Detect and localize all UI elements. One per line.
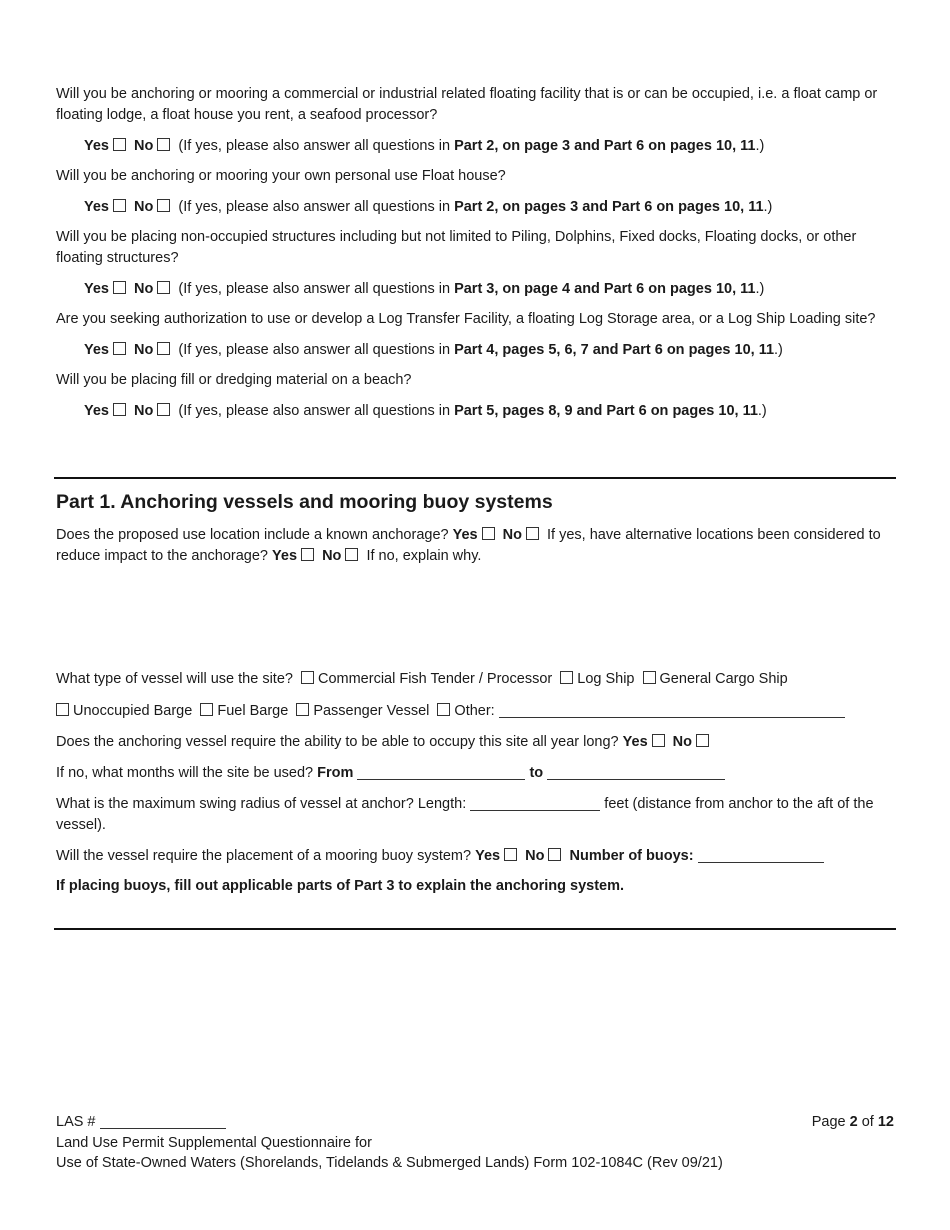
section-divider-bottom <box>54 928 896 930</box>
part1-title: Part 1. Anchoring vessels and mooring buoy systems <box>56 491 553 513</box>
buoy-no-checkbox[interactable] <box>548 848 561 861</box>
no-label: No <box>134 342 154 358</box>
swing-radius-question <box>56 794 894 836</box>
no-checkbox[interactable] <box>157 138 170 151</box>
swing-radius-unit-text: feet (distance from anchor to the aft of the vessel). <box>56 796 874 833</box>
yes-checkbox[interactable] <box>113 403 126 416</box>
anchorage-question-text: Does the proposed use location include a known anchorage? <box>56 527 449 543</box>
instruction-text: (If yes, please also answer all questions in <box>178 342 455 358</box>
no-checkbox[interactable] <box>157 403 170 416</box>
passenger-vessel-label: Passenger Vessel <box>313 703 430 719</box>
instruction-end: .) <box>757 403 767 419</box>
yes-checkbox[interactable] <box>113 199 126 212</box>
las-line <box>56 1112 894 1133</box>
other-checkbox[interactable] <box>437 703 450 716</box>
intro-answer-1 <box>56 136 894 157</box>
vessel-questions <box>56 669 894 897</box>
commercial-fish-label: Commercial Fish Tender / Processor <box>317 671 553 687</box>
no-label: No <box>672 734 693 750</box>
yes-label: Yes <box>84 281 109 297</box>
log-ship-checkbox[interactable] <box>560 671 573 684</box>
instruction-part-ref: Part 2, on page 3 and Part 6 on pages 10, 11 <box>454 138 756 154</box>
no-label: No <box>134 281 154 297</box>
intro-question-1: Will you be anchoring or mooring a commercial or industrial related floating facility that is or can be occupied, i.e. a float camp or floating lodge, a float house you rent, a seafood processor? <box>56 86 878 123</box>
vessel-type-question <box>56 669 894 690</box>
months-question-text: If no, what months will the site be used? <box>56 765 314 781</box>
year-round-question <box>56 732 894 753</box>
intro-question-4: Are you seeking authorization to use or develop a Log Transfer Facility, a floating Log Storage area, or a Log Ship Loading site? <box>56 311 876 327</box>
part1-section <box>56 489 894 567</box>
no-label: No <box>134 403 154 419</box>
of-word: of <box>861 1114 874 1130</box>
instruction-end: .) <box>774 342 783 358</box>
page-word: Page <box>811 1114 846 1130</box>
no-label: No <box>525 848 545 864</box>
no-label: No <box>502 527 522 543</box>
no-checkbox[interactable] <box>157 281 170 294</box>
no-label: No <box>134 138 154 154</box>
instruction-text: (If yes, please also answer all questions in <box>178 199 455 215</box>
alternative-question-text: If yes, have alternative locations been considered to reduce impact to the anchorage? <box>56 527 881 564</box>
instruction-text: (If yes, please also answer all questions in <box>178 138 455 154</box>
intro-answer-4 <box>56 340 894 361</box>
instruction-end: .) <box>755 281 765 297</box>
unoccupied-barge-checkbox[interactable] <box>56 703 69 716</box>
year-round-yes-checkbox[interactable] <box>652 734 665 747</box>
intro-questions <box>56 84 894 431</box>
buoy-question-text: Will the vessel require the placement of a mooring buoy system? <box>56 848 472 864</box>
no-label: No <box>134 199 154 215</box>
months-question <box>56 763 894 784</box>
instruction-end: .) <box>755 138 765 154</box>
yes-checkbox[interactable] <box>113 281 126 294</box>
log-ship-label: Log Ship <box>577 671 635 687</box>
anchorage-question <box>56 525 894 567</box>
footer-form-title-1: Land Use Permit Supplemental Questionnaire for <box>56 1134 372 1151</box>
passenger-vessel-checkbox[interactable] <box>296 703 309 716</box>
page-footer <box>56 1112 894 1174</box>
general-cargo-checkbox[interactable] <box>643 671 656 684</box>
vessel-type-question-text: What type of vessel will use the site? <box>56 671 293 687</box>
yes-label: Yes <box>84 199 109 215</box>
alternative-yes-checkbox[interactable] <box>301 548 314 561</box>
yes-label: Yes <box>452 527 478 543</box>
section-divider-top <box>54 477 896 479</box>
intro-question-2: Will you be anchoring or mooring your own personal use Float house? <box>56 168 506 184</box>
intro-question-5: Will you be placing fill or dredging material on a beach? <box>56 372 412 388</box>
year-round-no-checkbox[interactable] <box>696 734 709 747</box>
unoccupied-barge-label: Unoccupied Barge <box>73 703 193 719</box>
no-checkbox[interactable] <box>157 342 170 355</box>
year-round-question-text: Does the anchoring vessel require the ability to be able to occupy this site all year long? <box>56 734 619 750</box>
length-input-line[interactable] <box>470 796 600 811</box>
yes-label: Yes <box>84 342 109 358</box>
yes-label: Yes <box>272 548 298 564</box>
footer-form-title-2: Use of State-Owned Waters (Shorelands, Tidelands & Submerged Lands) Form 102-1084C (Rev 09/21) <box>56 1155 723 1171</box>
yes-checkbox[interactable] <box>113 342 126 355</box>
other-input-line[interactable] <box>499 703 845 718</box>
explain-text: If no, explain why. <box>366 548 482 564</box>
las-input-line[interactable] <box>100 1114 226 1129</box>
commercial-fish-checkbox[interactable] <box>301 671 314 684</box>
instruction-part-ref: Part 5, pages 8, 9 and Part 6 on pages 10, 11 <box>454 403 758 419</box>
yes-label: Yes <box>84 403 109 419</box>
total-pages: 12 <box>877 1114 894 1130</box>
yes-checkbox[interactable] <box>113 138 126 151</box>
intro-answer-2 <box>56 197 894 218</box>
general-cargo-label: General Cargo Ship <box>659 671 788 687</box>
instruction-text: (If yes, please also answer all questions in <box>178 281 455 297</box>
buoy-question <box>56 846 894 867</box>
instruction-end: .) <box>763 199 773 215</box>
no-checkbox[interactable] <box>157 199 170 212</box>
las-label: LAS # <box>56 1114 96 1130</box>
anchorage-no-checkbox[interactable] <box>526 527 539 540</box>
instruction-part-ref: Part 2, on pages 3 and Part 6 on pages 10, 11 <box>454 199 764 215</box>
intro-question-3: Will you be placing non-occupied structures including but not limited to Piling, Dolphins, Fixed docks, Floating docks, or other floating structures? <box>56 229 857 266</box>
no-label: No <box>322 548 342 564</box>
instruction-part-ref: Part 3, on page 4 and Part 6 on pages 10, 11 <box>454 281 756 297</box>
intro-answer-3 <box>56 279 894 300</box>
yes-label: Yes <box>84 138 109 154</box>
other-label: Other: <box>454 703 495 719</box>
yes-label: Yes <box>622 734 648 750</box>
from-label: From <box>317 765 354 781</box>
number-of-buoys-label: Number of buoys: <box>569 848 694 864</box>
intro-answer-5 <box>56 401 894 422</box>
to-label: to <box>529 765 544 781</box>
number-of-buoys-input-line[interactable] <box>698 848 824 863</box>
instruction-text: (If yes, please also answer all questions in <box>178 403 455 419</box>
fuel-barge-label: Fuel Barge <box>217 703 289 719</box>
page-number <box>812 1112 894 1133</box>
current-page: 2 <box>849 1114 858 1130</box>
from-input-line[interactable] <box>357 765 525 780</box>
yes-label: Yes <box>475 848 501 864</box>
vessel-type-row-2 <box>56 701 894 722</box>
fuel-barge-checkbox[interactable] <box>200 703 213 716</box>
swing-radius-question-text: What is the maximum swing radius of vessel at anchor? Length: <box>56 796 467 812</box>
anchorage-yes-checkbox[interactable] <box>482 527 495 540</box>
buoy-note: If placing buoys, fill out applicable parts of Part 3 to explain the anchoring system. <box>56 878 625 894</box>
instruction-part-ref: Part 4, pages 5, 6, 7 and Part 6 on pages 10, 11 <box>454 342 775 358</box>
alternative-no-checkbox[interactable] <box>345 548 358 561</box>
to-input-line[interactable] <box>547 765 725 780</box>
buoy-yes-checkbox[interactable] <box>504 848 517 861</box>
